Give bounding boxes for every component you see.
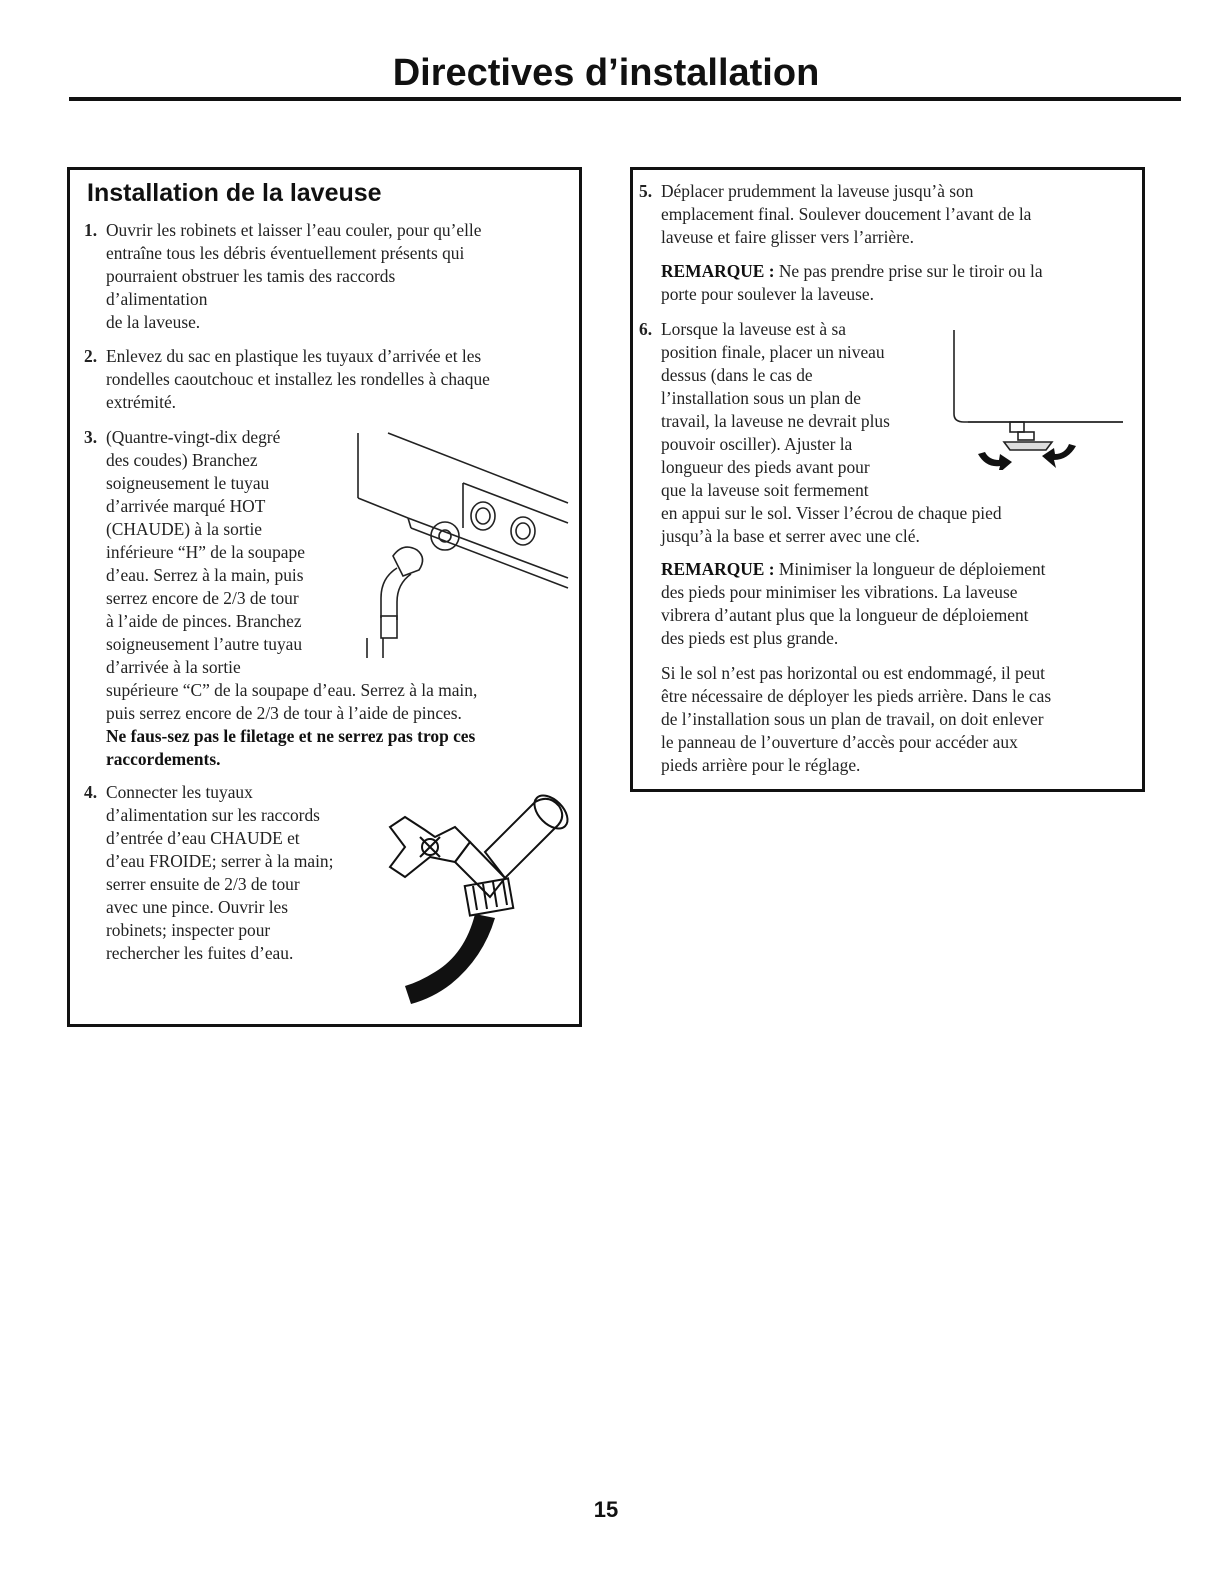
text-line: extrémité.	[106, 392, 177, 412]
text-line: d’eau. Serrez à la main, puis	[106, 565, 304, 585]
text-line: être nécessaire de déployer les pieds arrière. Dans le cas	[661, 686, 1052, 706]
step-number: 2.	[84, 346, 98, 366]
text-line: serrer ensuite de 2/3 de tour	[106, 874, 300, 894]
note-1	[661, 260, 1131, 306]
title-divider	[69, 97, 1181, 101]
text-line: (Quantre-vingt-dix degré	[106, 427, 281, 447]
text-line: rondelles caoutchouc et installez les rondelles à chaque	[106, 369, 490, 389]
text-line: des coudes) Branchez	[106, 450, 258, 470]
page-title: Directives d’installation	[392, 52, 820, 94]
text-line: d’arrivée marqué HOT	[106, 496, 266, 516]
text-line: d’eau FROIDE; serrer à la main;	[106, 851, 334, 871]
text-line: puis serrez encore de 2/3 de tour à l’aide de pinces.	[106, 703, 462, 723]
text-line: supérieure “C” de la soupape d’eau. Serrez à la main,	[106, 680, 478, 700]
text-line: que la laveuse soit fermement	[661, 480, 869, 500]
text-line: soigneusement le tuyau	[106, 473, 270, 493]
section-heading: Installation de la laveuse	[87, 179, 382, 207]
text-line: inférieure “H” de la soupape	[106, 542, 305, 562]
text-line: pieds arrière pour le réglage.	[661, 755, 861, 775]
leveling-leg-illustration	[948, 330, 1128, 470]
text-line: en appui sur le sol. Visser l’écrou de chaque pied	[661, 503, 1002, 523]
text-line: porte pour soulever la laveuse.	[661, 284, 874, 304]
leveling-paragraph	[661, 662, 1131, 777]
text-line: pourraient obstruer les tamis des raccords	[106, 266, 396, 286]
text-line: longueur des pieds avant pour	[661, 457, 870, 477]
text-line: avec une pince. Ouvrir les	[106, 897, 289, 917]
faucet-hose-illustration	[375, 782, 575, 1007]
note-label: REMARQUE :	[661, 559, 775, 579]
water-valve-connection-illustration	[353, 428, 573, 660]
note-2	[661, 558, 1131, 650]
step-number: 5.	[639, 181, 653, 201]
warning-text: Ne faus-sez pas le filetage et ne serrez pas trop ces	[106, 726, 476, 746]
step-number: 1.	[84, 220, 98, 240]
text-line: l’installation sous un plan de	[661, 388, 861, 408]
text-line: Minimiser la longueur de déploiement	[778, 559, 1046, 579]
text-line: (CHAUDE) à la sortie	[106, 519, 262, 539]
text-line: d’alimentation	[106, 289, 208, 309]
text-line: vibrera d’autant plus que la longueur de déploiement	[661, 605, 1029, 625]
text-line: Déplacer prudemment la laveuse jusqu’à son	[661, 181, 974, 201]
leveling-instructions-box	[630, 167, 1145, 792]
step-number: 4.	[84, 782, 98, 802]
page-number: 15	[593, 1497, 619, 1522]
text-line: de l’installation sous un plan de travail, on doit enlever	[661, 709, 1044, 729]
text-line: Si le sol n’est pas horizontal ou est endommagé, il peut	[661, 663, 1045, 683]
text-line: travail, la laveuse ne devrait plus	[661, 411, 890, 431]
text-line: jusqu’à la base et serrer avec une clé.	[661, 526, 920, 546]
text-line: Enlevez du sac en plastique les tuyaux d’arrivée et les	[106, 346, 482, 366]
washer-installation-box	[67, 167, 582, 1027]
text-line: position finale, placer un niveau	[661, 342, 885, 362]
text-line: entraîne tous les débris éventuellement présents qui	[106, 243, 465, 263]
text-line: soigneusement l’autre tuyau	[106, 634, 303, 654]
text-line: laveuse et faire glisser vers l’arrière.	[661, 227, 914, 247]
text-line: Ne pas prendre prise sur le tiroir ou la	[778, 261, 1043, 281]
text-line: de la laveuse.	[106, 312, 201, 332]
text-line: emplacement final. Soulever doucement l’avant de la	[661, 204, 1032, 224]
text-line: Connecter les tuyaux	[106, 782, 253, 802]
text-line: à l’aide de pinces. Branchez	[106, 611, 302, 631]
text-line: d’entrée d’eau CHAUDE et	[106, 828, 300, 848]
text-line: Ouvrir les robinets et laisser l’eau couler, pour qu’elle	[106, 220, 482, 240]
text-line: robinets; inspecter pour	[106, 920, 271, 940]
text-line: Lorsque la laveuse est à sa	[661, 319, 846, 339]
text-line: pouvoir osciller). Ajuster la	[661, 434, 853, 454]
step-number: 6.	[639, 319, 653, 339]
note-label: REMARQUE :	[661, 261, 775, 281]
text-line: rechercher les fuites d’eau.	[106, 943, 294, 963]
text-line: dessus (dans le cas de	[661, 365, 813, 385]
text-line: d’alimentation sur les raccords	[106, 805, 320, 825]
text-line: le panneau de l’ouverture d’accès pour accéder aux	[661, 732, 1018, 752]
warning-text: raccordements.	[106, 749, 221, 769]
step-number: 3.	[84, 427, 98, 447]
text-line: serrez encore de 2/3 de tour	[106, 588, 299, 608]
text-line: des pieds pour minimiser les vibrations. La laveuse	[661, 582, 1018, 602]
text-line: des pieds est plus grande.	[661, 628, 839, 648]
text-line: d’arrivée à la sortie	[106, 657, 241, 677]
